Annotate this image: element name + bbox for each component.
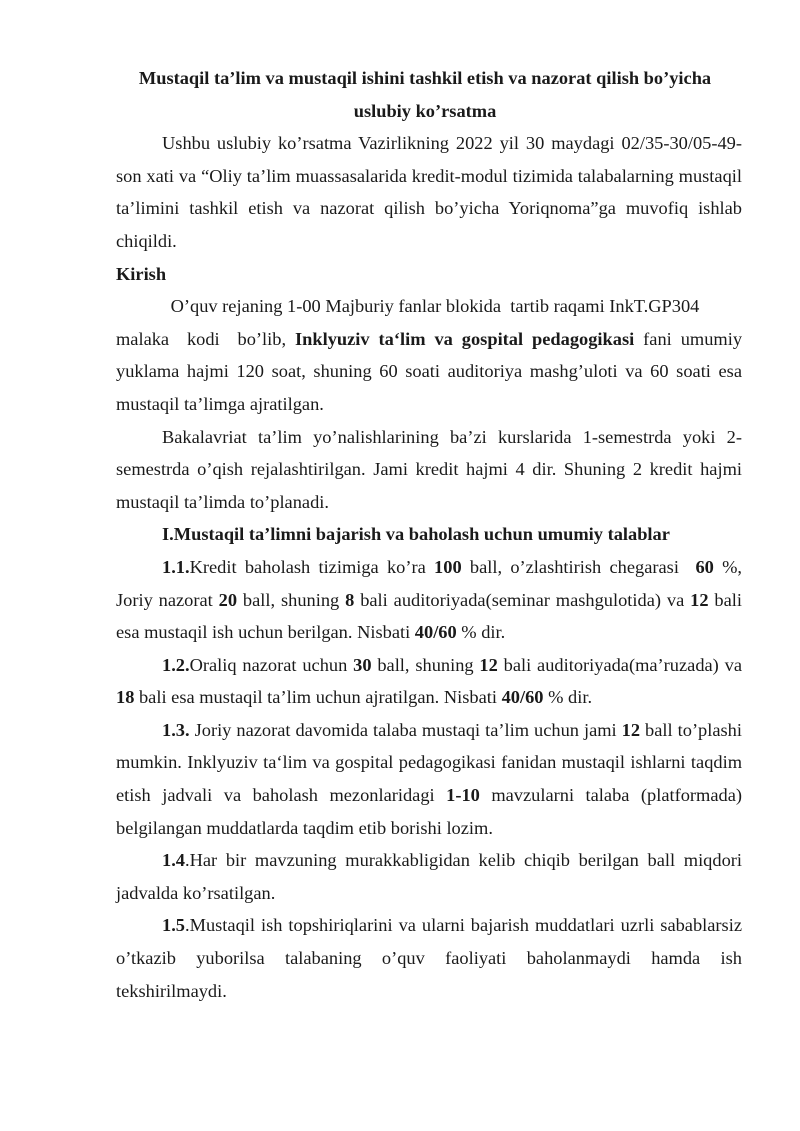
item-1-2-text: bali auditoriyada(ma’ruzada) va: [497, 654, 742, 675]
item-1-2-text: Oraliq nazorat uchun: [189, 654, 354, 675]
title-line-2: uslubiy ko’rsatma: [353, 100, 497, 121]
item-1-3-text: Joriy nazorat davomida talaba mustaqi ta’lim uchun jami: [189, 719, 622, 740]
kirish-heading: Kirish: [116, 263, 167, 284]
item-1-2-value: 30: [353, 654, 372, 675]
item-1-1-text: ball, o’zlashtirish chegarasi: [461, 556, 696, 577]
item-1-1-value: 12: [690, 589, 709, 610]
title-line-1: Mustaqil ta’lim va mustaqil ishini tashkil etish va nazorat qilish bo’yicha: [138, 68, 712, 88]
kirish-p1-text-a: malaka kodi bo’lib,: [116, 328, 295, 349]
item-1-2-value: 40/60: [501, 687, 544, 708]
kirish-p1-text-b: fani umumiy yuklama hajmi 120 soat, shuning 60 soati auditoriya mashg’uloti va 60 soati esa mustaqil ta’limga ajratilgan.: [116, 328, 743, 414]
item-1-1-text: ball, shuning: [237, 589, 346, 610]
item-1-1-value: 100: [434, 556, 462, 577]
item-1-2-text: bali esa mustaqil ta’lim uchun ajratilgan. Nisbati: [134, 687, 502, 708]
item-1-2-text: ball, shuning: [371, 654, 480, 675]
item-1-5-text: .Mustaqil ish topshiriqlarini va ularni bajarish muddatlari uzrli sabablarsiz o’tkazib yuborilsa talabaning o’quv faoliyati baholanmaydi hamda ish tekshirilmaydi.: [116, 915, 742, 1001]
item-1-5: [116, 909, 742, 1007]
kirish-line-1: O’quv rejaning 1-00 Majburiy fanlar blokida tartib raqami InkT.GP304: [166, 296, 700, 317]
course-name: Inklyuziv ta‘lim va gospital pedagogikasi: [295, 328, 635, 349]
item-1-2: [116, 649, 742, 714]
item-1-1-text: % dir.: [456, 622, 506, 643]
section-1-heading: I.Mustaqil ta’limni bajarish va baholash uchun umumiy talablar: [162, 524, 670, 545]
kirish-paragraph-1: [116, 323, 742, 421]
item-1-1-text: bali esa mustaqil ish uchun berilgan. Nisbati: [116, 589, 742, 643]
item-1-4-text: .Har bir mavzuning murakkabligidan kelib chiqib berilgan ball miqdori jadvalda ko’rsatilgan.: [116, 850, 742, 903]
item-1-5-number: 1.5: [162, 915, 185, 936]
item-1-1-text: Kredit baholash tizimiga ko’ra: [189, 556, 435, 577]
item-1-3: [116, 714, 742, 844]
document-title: [108, 62, 742, 127]
item-1-4: [116, 844, 742, 909]
item-1-2-number: 1.2.: [162, 654, 190, 675]
item-1-1-text: bali auditoriyada(seminar mashgulotida) va: [354, 589, 691, 610]
item-1-2-value: 12: [479, 654, 498, 675]
item-1-1-value: 60: [695, 556, 714, 577]
item-1-2-text: % dir.: [543, 687, 593, 708]
item-1-1-value: 8: [345, 589, 355, 610]
item-1-3-text: ball to’plashi mumkin. Inklyuziv ta‘lim va gospital pedagogikasi fanidan mustaqil ishlarni taqdim etish jadvali va baholash mezonlaridagi: [116, 719, 742, 806]
item-1-1-value: 20: [218, 589, 238, 610]
kirish-paragraph-2: Bakalavriat ta’lim yo’nalishlarining ba’zi kurslarida 1-semestrda yoki 2-semestrda o’qish rejalashtirilgan. Jami kredit hajmi 4 dir. Shuning 2 kredit hajmi mustaqil ta’limda to’planadi.: [116, 426, 742, 512]
item-1-1-text: %, Joriy nazorat: [116, 556, 743, 610]
intro-paragraph: Ushbu uslubiy ko’rsatma Vazirlikning 2022 yil 30 maydagi 02/35-30/05-49-son xati va “Oliy ta’lim muassasalarida kredit-modul tizimida talabalarning mustaqil ta’limini tashkil etish va nazorat qilish bo’yicha Yoriqnoma”ga muvofiq ishlab chiqildi.: [116, 133, 742, 251]
item-1-2-value: 18: [116, 687, 135, 708]
item-1-3-text: mavzularni talaba (platformada) belgilangan muddatlarda taqdim etib borishi lozim.: [116, 785, 743, 838]
item-1-1-value: 40/60: [414, 622, 457, 643]
item-1-1: [116, 551, 742, 649]
item-1-3-value: 12: [621, 719, 641, 740]
item-1-4-number: 1.4: [162, 850, 185, 871]
item-1-3-number: 1.3.: [162, 719, 190, 740]
item-1-3-value: 1-10: [446, 785, 480, 806]
item-1-1-number: 1.1.: [162, 556, 190, 577]
